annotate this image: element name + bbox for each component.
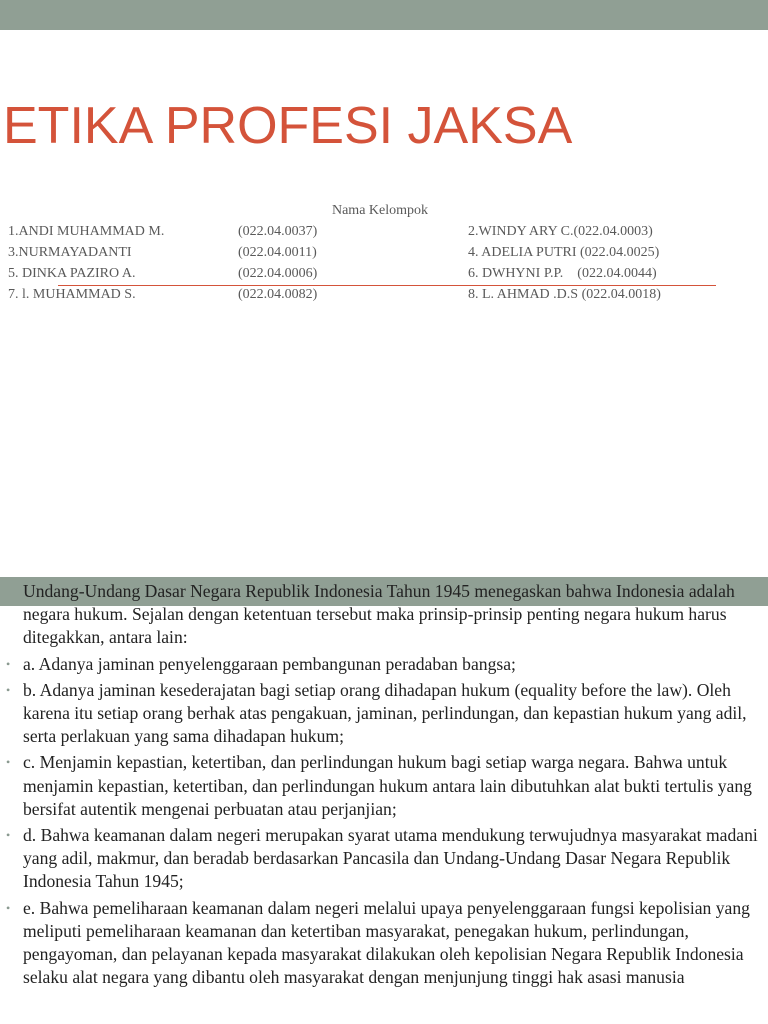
list-item (0, 679, 768, 749)
list-item (0, 824, 768, 894)
member-3-nim: (022.04.0011) (238, 245, 317, 260)
principles-list (0, 653, 768, 990)
list-item (0, 897, 768, 990)
member-1-nim: (022.04.0037) (238, 224, 318, 239)
list-item-text: b. Adanya jaminan kesederajatan bagi setiap orang dihadapan hukum (equality before the law). Oleh karena itu setiap orang berhak atas pengakuan, jaminan, perlindungan, dan kepastian hukum yang adil, serta perlakuan yang sama dihadapan hukum; (23, 679, 747, 747)
list-item (0, 653, 768, 676)
bullet-icon: • (6, 656, 11, 671)
list-item-text: c. Menjamin kepastian, ketertiban, dan perlindungan hukum bagi setiap warga negara. Bahwa untuk menjamin kepastian, ketertiban, dan perlindungan hukum antara lain dibutuhkan alat bukti tertulis yang bersifat autentik mengenai perbuatan atau perjanjian; (23, 752, 752, 819)
member-3-name: 3.NURMAYADANTI (8, 245, 132, 260)
bullet-icon: • (6, 755, 11, 770)
member-5-nim: (022.04.0006) (238, 266, 318, 281)
member-5-name: 5. DINKA PAZIRO A. (8, 266, 136, 281)
bullet-icon: • (6, 682, 11, 697)
body-content (0, 580, 768, 992)
group-heading: Nama Kelompok (331, 203, 429, 218)
intro-paragraph: Undang-Undang Dasar Negara Republik Indonesia Tahun 1945 menegaskan bahwa Indonesia adalah negara hukum. Sejalan dengan ketentuan tersebut maka prinsip-prinsip penting negara hukum harus ditegakkan, antara lain: (23, 581, 735, 648)
slide-title: ETIKA PROFESI JAKSA (3, 97, 573, 155)
red-divider-line (58, 285, 716, 286)
member-7-name: 7. l. MUHAMMAD S. (8, 287, 136, 302)
member-4-name: 4. ADELIA PUTRI (022.04.0025) (468, 245, 660, 260)
member-7-nim: (022.04.0082) (238, 287, 318, 302)
member-6-name: 6. DWHYNI P.P. (022.04.0044) (468, 266, 657, 281)
member-1-name: 1.ANDI MUHAMMAD M. (8, 224, 165, 239)
member-8-name: 8. L. AHMAD .D.S (022.04.0018) (468, 287, 661, 302)
list-item-text: e. Bahwa pemeliharaan keamanan dalam negeri melalui upaya penyelenggaraan fungsi kepolisian yang meliputi pemeliharaan keamanan dan ketertiban masyarakat, penegakan hukum, perlindungan, pengayoman, dan pelayanan kepada masyarakat dilakukan oleh kepolisian Negara Republik Indonesia selaku alat negara yang dibantu oleh masyarakat dengan menjunjung tinggi hak asasi manusia (23, 897, 750, 988)
list-item-text: d. Bahwa keamanan dalam negeri merupakan syarat utama mendukung terwujudnya masyarakat madani yang adil, makmur, dan beradab berdasarkan Pancasila dan Undang-Undang Dasar Negara Republik Indonesia Tahun 1945; (23, 825, 758, 892)
bullet-icon: • (6, 900, 11, 915)
list-item-text: a. Adanya jaminan penyelenggaraan pembangunan peradaban bangsa; (23, 653, 516, 674)
member-2-name: 2.WINDY ARY C.(022.04.0003) (468, 224, 653, 239)
bullet-icon: • (6, 828, 11, 843)
top-header-bar (0, 0, 768, 30)
list-item (0, 751, 768, 821)
